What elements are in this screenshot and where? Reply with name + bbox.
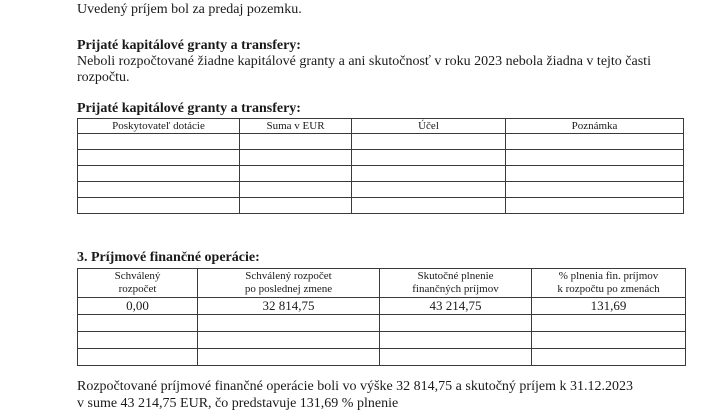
table-row [78, 349, 686, 366]
table-cell [380, 349, 532, 366]
table-row [78, 315, 686, 332]
column-header: Účel [352, 119, 506, 134]
table-cell [380, 332, 532, 349]
table-cell [198, 332, 380, 349]
table-row [78, 134, 684, 150]
table-cell [240, 150, 352, 166]
table-cell [240, 166, 352, 182]
text-line: Rozpočtované príjmové finančné operácie boli vo výške 32 814,75 a skutočný príjem k 31.12.2023 [77, 379, 633, 394]
table-cell [78, 315, 198, 332]
table-cell [352, 198, 506, 214]
table-cell [78, 349, 198, 366]
table-cell [78, 134, 240, 150]
table-cell [352, 166, 506, 182]
table-row [78, 182, 684, 198]
table-cell [78, 332, 198, 349]
table-cell [532, 315, 686, 332]
column-header-line: rozpočet [118, 283, 157, 295]
column-header-line: finančných príjmov [412, 283, 499, 295]
column-header-line: % plnenia fin. príjmov [558, 270, 659, 282]
table-cell [78, 198, 240, 214]
text-line: Uvedený príjem bol za predaj pozemku. [77, 2, 302, 17]
section-heading-financial-operations: 3. Príjmové finančné operácie: [77, 250, 260, 265]
table-cell [532, 349, 686, 366]
section-heading-capital-grants: Prijaté kapitálové granty a transfery: [77, 38, 301, 53]
table-row [78, 150, 684, 166]
column-header-line: Skutočné plnenie [417, 270, 494, 282]
column-header-line: Schválený rozpočet [245, 270, 332, 282]
table-cell: 32 814,75 [198, 298, 380, 315]
column-header: Suma v EUR [240, 119, 352, 134]
column-header [532, 269, 686, 298]
table-row [78, 166, 684, 182]
table-cell [532, 332, 686, 349]
table-cell [198, 349, 380, 366]
table-row [78, 298, 686, 315]
column-header-line: k rozpočtu po zmenách [557, 283, 660, 295]
table-header-row [78, 119, 684, 134]
table-row [78, 332, 686, 349]
table-cell: 43 214,75 [380, 298, 532, 315]
column-header-line: Schválený [114, 270, 161, 282]
table-cell [352, 182, 506, 198]
table-cell [78, 182, 240, 198]
column-header: Poznámka [506, 119, 684, 134]
table-cell [78, 150, 240, 166]
table-cell [506, 182, 684, 198]
table-cell [506, 166, 684, 182]
table-cell [506, 134, 684, 150]
table-cell: 0,00 [78, 298, 198, 315]
table-cell [240, 198, 352, 214]
table-cell [380, 315, 532, 332]
table-cell [506, 150, 684, 166]
text-line: v sume 43 214,75 EUR, čo predstavuje 131,69 % plnenie [77, 396, 399, 411]
column-header [198, 269, 380, 298]
table-cell [240, 134, 352, 150]
table-header-row [78, 269, 686, 298]
column-header [78, 269, 198, 298]
financial-operations-table [77, 268, 686, 366]
section-heading-capital-table: Prijaté kapitálové granty a transfery: [77, 101, 301, 116]
table-cell [240, 182, 352, 198]
column-header: Poskytovateľ dotácie [78, 119, 240, 134]
text-line: rozpočtu. [77, 70, 130, 85]
table-cell [352, 134, 506, 150]
table-cell: 131,69 [532, 298, 686, 315]
table-cell [78, 166, 240, 182]
capital-grants-table [77, 118, 684, 214]
table-cell [198, 315, 380, 332]
column-header [380, 269, 532, 298]
column-header-line: po poslednej zmene [244, 283, 333, 295]
table-cell [352, 150, 506, 166]
text-line: Neboli rozpočtované žiadne kapitálové granty a ani skutočnosť v roku 2023 nebola žiadna v tejto časti [77, 54, 651, 69]
table-cell [506, 198, 684, 214]
table-row [78, 198, 684, 214]
